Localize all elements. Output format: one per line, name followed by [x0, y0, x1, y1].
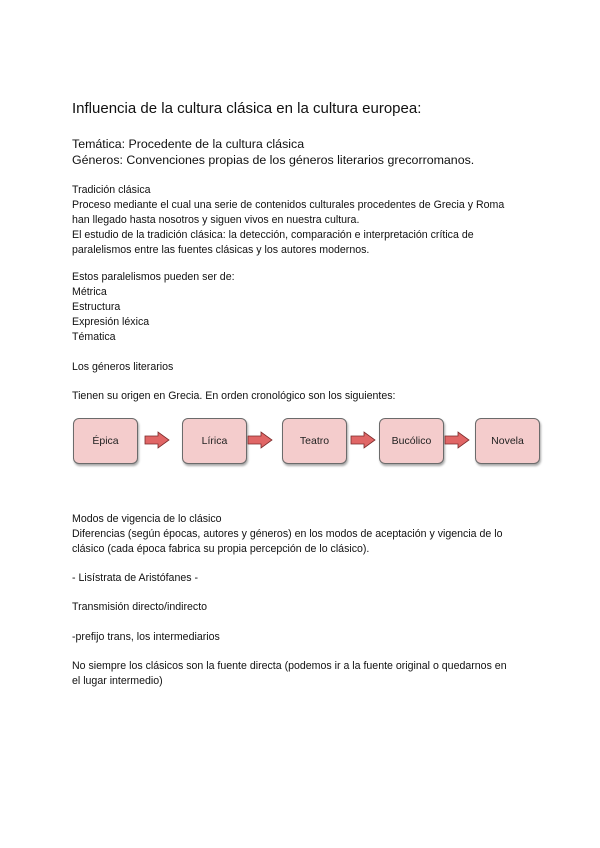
flow-arrow-icon — [444, 431, 470, 449]
paralelismos-intro: Estos paralelismos pueden ser de: — [72, 271, 235, 283]
lisistrata-line: - Lisístrata de Aristófanes - — [72, 572, 199, 584]
generos-intro: Tienen su origen en Grecia. En orden cronológico son los siguientes: — [72, 390, 396, 402]
paralelismos-section — [72, 270, 542, 345]
flow-node-teatro: Teatro — [282, 418, 347, 464]
fuente-line: No siempre los clásicos son la fuente directa (podemos ir a la fuente original o quedarnos en — [72, 660, 507, 672]
flow-node-bucolico: Bucólico — [379, 418, 444, 464]
genres-flow-diagram — [72, 418, 542, 466]
fuente-line: el lugar intermedio) — [72, 675, 163, 687]
tradicion-p2-line: paralelismos entre las fuentes clásicas y los autores modernos. — [72, 244, 370, 256]
tradicion-p2-line: El estudio de la tradición clásica: la detección, comparación e interpretación crítica de — [72, 229, 474, 241]
tradicion-p1-line: Proceso mediante el cual una serie de contenidos culturales procedentes de Grecia y Roma — [72, 199, 505, 211]
modos-heading: Modos de vigencia de lo clásico — [72, 513, 222, 525]
meta-block — [72, 136, 474, 168]
modos-line: Diferencias (según épocas, autores y géneros) en los modos de aceptación y vigencia de lo — [72, 528, 503, 540]
paralelismo-item: Expresión léxica — [72, 316, 150, 328]
flow-arrow-icon — [350, 431, 376, 449]
paralelismo-item: Métrica — [72, 286, 107, 298]
modos-line: clásico (cada época fabrica su propia percepción de lo clásico). — [72, 543, 370, 555]
generos-line: Géneros: Convenciones propias de los géneros literarios grecorromanos. — [72, 153, 475, 167]
paralelismo-item: Estructura — [72, 301, 121, 313]
transmision-line: Transmisión directo/indirecto — [72, 601, 208, 613]
paralelismo-item: Tématica — [72, 331, 116, 343]
flow-node-epica: Épica — [73, 418, 138, 464]
tradicion-heading: Tradición clásica — [72, 184, 151, 196]
modos-section — [72, 512, 542, 557]
page-title: Influencia de la cultura clásica en la cultura europea: — [72, 100, 422, 117]
generos-heading: Los géneros literarios — [72, 361, 174, 373]
fuente-section — [72, 659, 542, 689]
prefijo-line: -prefijo trans, los intermediarios — [72, 631, 220, 643]
flow-arrow-icon — [144, 431, 170, 449]
flow-node-lirica: Lírica — [182, 418, 247, 464]
tematica-line: Temática: Procedente de la cultura clásica — [72, 137, 305, 151]
tradicion-p1-line: han llegado hasta nosotros y siguen vivos en nuestra cultura. — [72, 214, 360, 226]
tradicion-section — [72, 183, 542, 258]
flow-node-novela: Novela — [475, 418, 540, 464]
flow-arrow-icon — [247, 431, 273, 449]
